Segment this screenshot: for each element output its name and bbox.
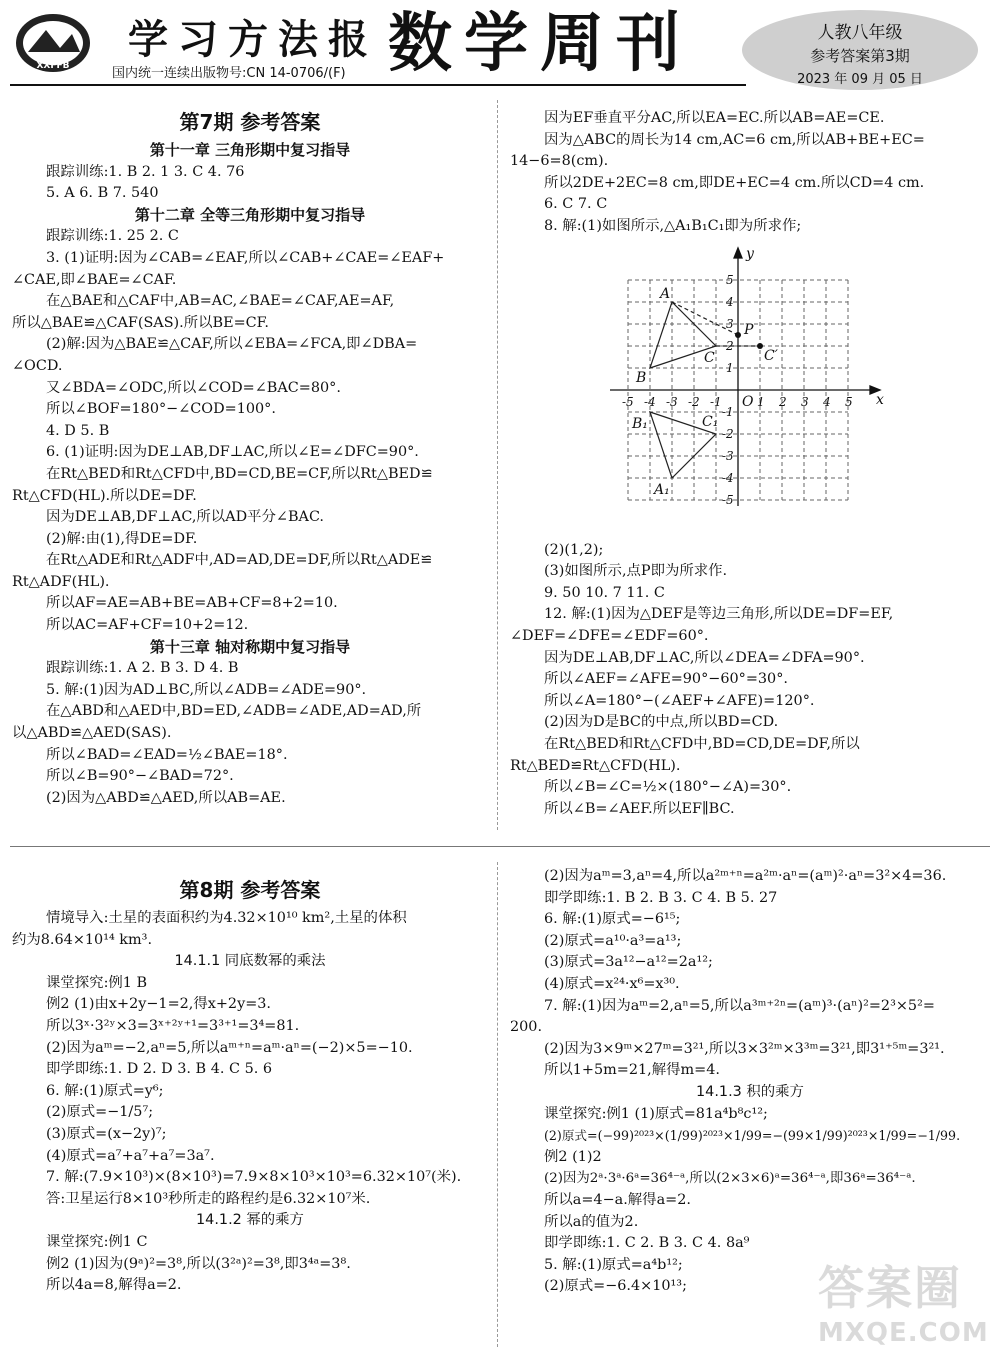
answer-line: 在Rt△BED和Rt△CFD中,BD=CD,DE=DF,所以	[544, 735, 860, 752]
answer-line: (2)原式=−1/5⁷;	[46, 1104, 154, 1121]
origin-label: O	[742, 394, 754, 410]
answer-line: ∠CAE,即∠BAE=∠CAF.	[12, 271, 177, 288]
answer-line: 所以∠B=90°−∠BAD=72°.	[46, 768, 234, 785]
answer-line: Rt△BED≌Rt△CFD(HL).	[510, 757, 681, 774]
answer-line: (2)解:由(1),得DE=DF.	[46, 530, 198, 547]
answer-line: 所以△BAE≌△CAF(SAS).所以BE=CF.	[12, 314, 269, 331]
answer-line: 12. 解:(1)因为△DEF是等边三角形,所以DE=DF=EF,	[544, 606, 894, 623]
answer-line: (2)(1,2);	[544, 541, 604, 558]
answer-line: 因为EF垂直平分AC,所以EA=EC.所以AB=AE=CE.	[544, 110, 885, 126]
svg-text:XXFFB: XXFFB	[36, 61, 70, 71]
answer-line: 7. 解:(1)因为aᵐ=2,aⁿ=5,所以a³ᵐ⁺²ⁿ=(aᵐ)³·(aⁿ)²=2³×5²=	[544, 997, 935, 1014]
answer-line: (3)如图所示,点P即为所求作.	[544, 563, 728, 580]
answer-line: 在Rt△ADE和Rt△ADF中,AD=AD,DE=DF,所以Rt△ADE≌	[46, 552, 433, 569]
answer-line: (2)因为aᵐ=3,aⁿ=4,所以a²ᵐ⁺ⁿ=a²ᵐ·aⁿ=(aᵐ)²·aⁿ=3²×4=36.	[544, 868, 947, 884]
y-tick: -4	[722, 471, 734, 485]
answer-line: (2)原式=−6.4×10¹³;	[544, 1278, 687, 1295]
answer-line: 所以3ˣ·3²ʸ×3=3ˣ⁺²ʸ⁺¹=3³⁺¹=3⁴=81.	[46, 1017, 300, 1034]
answer-line: 8. 解:(1)如图所示,△A₁B₁C₁即为所求作;	[544, 217, 802, 234]
answer-line: 所以2DE+2EC=8 cm,即DE+EC=4 cm.所以CD=4 cm.	[544, 174, 925, 191]
answer-line: 6. C 7. C	[544, 196, 608, 213]
answer-line: 在△ABD和△AED中,BD=ED,∠ADB=∠ADE,AD=AD,所	[46, 703, 422, 720]
y-tick: 5	[726, 273, 734, 287]
publication-number: 国内统一连续出版物号:CN 14-0706/(F)	[112, 66, 346, 81]
issue-date: 2023 年 09 月 05 日	[797, 72, 923, 87]
answer-line: 在Rt△BED和Rt△CFD中,BD=CD,BE=CF,所以Rt△BED≌	[46, 465, 433, 482]
answer-line: 所以4a=8,解得a=2.	[46, 1277, 182, 1294]
answer-line: 200.	[510, 1019, 543, 1036]
brand-name: 学习方法报	[128, 16, 378, 63]
label-c-prime: C′	[764, 348, 778, 364]
y-axis-label: y	[746, 246, 754, 262]
answer-line: 3. (1)证明:因为∠CAB=∠EAF,所以∠CAB+∠CAE=∠EAF+	[46, 249, 445, 266]
answer-line: 所以∠A=180°−(∠AEF+∠AFE)=120°.	[544, 692, 815, 709]
coordinate-graph	[604, 242, 890, 516]
y-tick: 1	[726, 361, 734, 375]
answer-line: ∠OCD.	[12, 357, 63, 374]
section8-right-column	[510, 866, 990, 1298]
answer-line: 即学即练:1. B 2. B 3. C 4. B 5. 27	[544, 889, 778, 906]
answer-line: 4. D 5. B	[46, 422, 110, 439]
y-tick: -1	[722, 405, 734, 419]
header-rule	[10, 84, 746, 86]
issue-badge	[742, 10, 978, 90]
answer-line: 例2 (1)由x+2y−1=2,得x+2y=3.	[46, 996, 271, 1013]
answer-line: 所以a的值为2.	[544, 1213, 639, 1230]
section8-left-column	[12, 872, 488, 1297]
answer-line: (2)解:因为△BAE≌△CAF,所以∠EBA=∠FCA,即∠DBA=	[46, 336, 418, 353]
point-p	[735, 332, 741, 338]
chapter-heading: 第十一章 三角形期中复习指导	[149, 141, 351, 159]
section-separator	[10, 846, 990, 847]
answer-line: 所以∠B=∠C=½×(180°−∠A)=30°.	[544, 779, 792, 796]
x-tick: 3	[801, 395, 809, 409]
watermark-text: 答案圈	[818, 1261, 962, 1315]
answer-line: 6. 解:(1)原式=−6¹⁵;	[544, 911, 681, 928]
answer-line: 课堂探究:例1 B	[46, 974, 148, 991]
answer-line: 以△ABD≌△AED(SAS).	[12, 725, 172, 742]
answer-line: 5. A 6. B 7. 540	[46, 185, 159, 202]
masthead-title: 数学周刊	[388, 7, 692, 81]
answer-line: 跟踪训练:1. A 2. B 3. D 4. B	[46, 660, 239, 677]
column-divider	[497, 100, 498, 830]
answer-line: 答:卫星运行8×10³秒所走的路程约是6.32×10⁷米.	[46, 1190, 371, 1207]
answer-line: 课堂探究:例1 C	[46, 1233, 148, 1250]
answer-line: 又∠BDA=∠ODC,所以∠COD=∠BAC=80°.	[46, 379, 341, 396]
answer-line: 9. 50 10. 7 11. C	[544, 584, 665, 601]
answer-line: 在△BAE和△CAF中,AB=AC,∠BAE=∠CAF,AE=AF,	[46, 293, 395, 310]
x-tick: -5	[622, 395, 634, 409]
watermark-url: MXQE.COM	[818, 1318, 989, 1348]
axes	[610, 248, 880, 506]
answer-line: 5. 解:(1)原式=a⁴b¹²;	[544, 1256, 683, 1273]
subsection-heading: 14.1.1 同底数幂的乘法	[174, 953, 326, 970]
answer-line: 所以∠BAD=∠EAD=½∠BAE=18°.	[46, 746, 288, 763]
chapter-heading: 第十二章 全等三角形期中复习指导	[134, 205, 366, 224]
y-tick: 3	[726, 317, 734, 331]
answer-line: (2)因为△ABD≌△AED,所以AB=AE.	[46, 789, 286, 806]
answer-line: (2)因为2ᵃ·3ᵃ·6ᵃ=36⁴⁻ᵃ,所以(2×3×6)ᵃ=36⁴⁻ᵃ,即36ᵃ=36⁴⁻ᵃ.	[544, 1171, 916, 1187]
answer-line: 因为△ABC的周长为14 cm,AC=6 cm,所以AB+BE+EC=	[544, 131, 925, 148]
y-tick: 2	[726, 339, 734, 353]
answer-line: 因为DE⊥AB,DF⊥AC,所以AD平分∠BAC.	[46, 509, 325, 526]
answer-line: 14−6=8(cm).	[510, 153, 609, 170]
chapter-heading: 第十三章 轴对称期中复习指导	[149, 637, 351, 656]
label-c: C	[704, 350, 715, 366]
label-a: A	[660, 286, 671, 302]
answer-line: 7. 解:(7.9×10³)×(8×10³)=7.9×8×10³×10³=6.32×10⁷(米).	[46, 1169, 462, 1186]
answer-line: 所以∠B=∠AEF.所以EF∥BC.	[544, 800, 735, 817]
x-tick: -1	[710, 395, 722, 409]
answer-line: 所以∠BOF=180°−∠COD=100°.	[46, 401, 276, 418]
answer-line: 所以∠AEF=∠AFE=90°−60°=30°.	[544, 671, 788, 688]
watermark	[818, 1252, 988, 1348]
issue-label: 参考答案第3期	[810, 47, 910, 65]
answer-line: Rt△ADF(HL).	[12, 573, 110, 590]
answer-line: (2)原式=a¹⁰·a³=a¹³;	[544, 932, 682, 949]
answer-line: (3)原式=(x−2y)⁷;	[46, 1125, 167, 1142]
label-b1: B₁	[632, 416, 648, 432]
label-c1: C₁	[702, 414, 719, 430]
subsection-heading: 14.1.3 积的乘方	[696, 1083, 804, 1100]
section8-title: 第8期 参考答案	[179, 878, 321, 902]
answer-line: 6. 解:(1)原式=y⁶;	[46, 1082, 164, 1099]
point-c-prime	[757, 343, 763, 349]
answer-line: 例2 (1)因为(9ᵃ)²=3⁸,所以(3²ᵃ)²=3⁸,即3⁴ᵃ=3⁸.	[46, 1255, 351, 1272]
y-tick: 4	[726, 295, 734, 309]
label-b: B	[636, 370, 647, 386]
answer-line: 所以AF=AE=AB+BE=AB+CF=8+2=10.	[46, 595, 338, 612]
page-header	[0, 0, 1000, 88]
answer-line: 所以AC=AF+CF=10+2=12.	[46, 617, 249, 634]
answer-line: Rt△CFD(HL).所以DE=DF.	[12, 487, 197, 504]
answer-line: (2)原式=(−99)²⁰²³×(1/99)²⁰²³×1/99=−(99×1/99)²⁰²³×1/99=−1/99.	[544, 1128, 961, 1144]
answer-line: 跟踪训练:1. 25 2. C	[46, 228, 179, 245]
answer-line: (2)因为D是BC的中点,所以BD=CD.	[544, 714, 779, 731]
answer-line: (2)因为3×9ᵐ×27ᵐ=3²¹,所以3×3²ᵐ×3³ᵐ=3²¹,即3¹⁺⁵ᵐ=3²¹.	[544, 1040, 945, 1057]
answer-line: 6. (1)证明:因为DE⊥AB,DF⊥AC,所以∠E=∠DFC=90°.	[46, 444, 419, 461]
grade-label: 人教八年级	[817, 23, 903, 43]
answer-line: 例2 (1)2	[544, 1148, 602, 1165]
column-divider	[497, 862, 498, 1347]
answer-line: 所以a=4−a.解得a=2.	[544, 1191, 691, 1208]
answer-line: (4)原式=x²⁴·x⁶=x³⁰.	[544, 975, 680, 992]
answer-line: 即学即练:1. C 2. B 3. C 4. 8a⁹	[544, 1235, 750, 1252]
answer-line: 情境导入:土星的表面积约为4.32×10¹⁰ km²,土星的体积	[46, 910, 407, 926]
x-tick: -2	[688, 395, 700, 409]
answer-line: 所以1+5m=21,解得m=4.	[544, 1062, 720, 1079]
newspaper-logo	[14, 12, 92, 74]
x-tick: -3	[666, 395, 678, 409]
answer-line: 约为8.64×10¹⁴ km³.	[12, 931, 153, 948]
y-tick: -5	[722, 493, 734, 507]
answer-line: (4)原式=a⁷+a⁷+a⁷=3a⁷.	[46, 1147, 215, 1164]
answer-line: 跟踪训练:1. B 2. 1 3. C 4. 76	[46, 163, 245, 180]
x-tick: 2	[779, 395, 787, 409]
y-tick: -3	[722, 449, 734, 463]
y-tick: -2	[722, 427, 734, 441]
answer-line: 因为DE⊥AB,DF⊥AC,所以∠DEA=∠DFA=90°.	[544, 649, 865, 666]
label-p: P	[744, 322, 754, 338]
section7-left-column	[12, 104, 488, 809]
answer-line: 课堂探究:例1 (1)原式=81a⁴b⁸c¹²;	[544, 1105, 768, 1122]
answer-line: 即学即练:1. D 2. D 3. B 4. C 5. 6	[46, 1061, 273, 1078]
answer-line: (2)因为aᵐ=−2,aⁿ=5,所以aᵐ⁺ⁿ=aᵐ·aⁿ=(−2)×5=−10.	[46, 1039, 413, 1056]
section7-title: 第7期 参考答案	[179, 110, 321, 134]
answer-line: ∠DEF=∠DFE=∠EDF=60°.	[510, 627, 709, 644]
x-tick: 4	[823, 395, 831, 409]
x-axis-label: x	[876, 392, 884, 408]
x-tick: 5	[845, 395, 853, 409]
label-a1: A₁	[654, 482, 670, 498]
x-tick: 1	[757, 395, 765, 409]
subsection-heading: 14.1.2 幂的乘方	[196, 1212, 304, 1229]
answer-line: (3)原式=3a¹²−a¹²=2a¹²;	[544, 954, 713, 971]
answer-line: 5. 解:(1)因为AD⊥BC,所以∠ADB=∠ADE=90°.	[46, 681, 367, 698]
x-tick: -4	[644, 395, 656, 409]
